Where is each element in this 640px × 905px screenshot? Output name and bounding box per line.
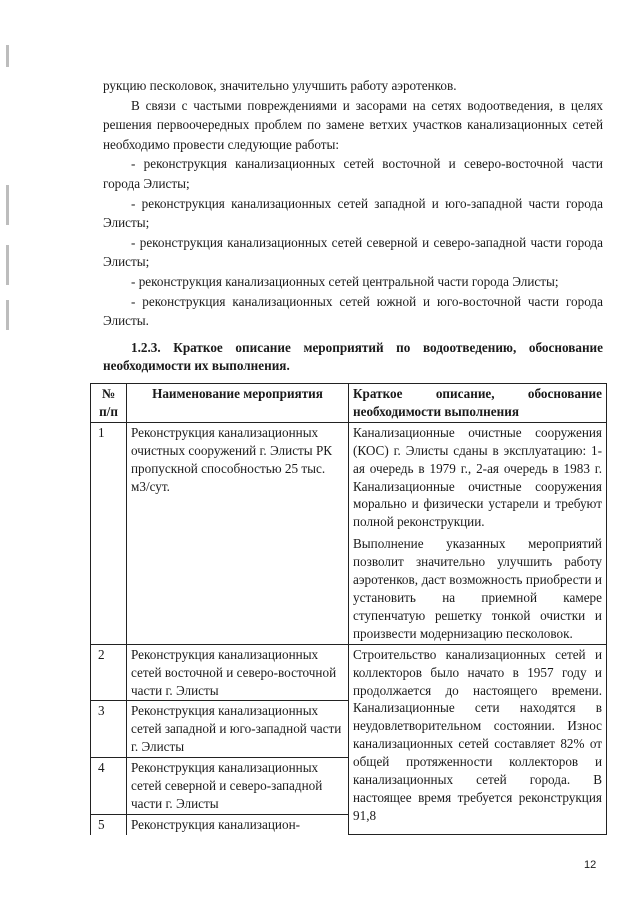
paragraph: В связи с частыми повреждениями и засорами на сетях водоотведения, в целях решения первоочередных проблем по замене ветхих участков канализационных сетей необходимо провести следующие работы: [103, 97, 603, 152]
measure-name: Реконструкция канализационных сетей восточной и северо-восточной части г. Элисты [127, 644, 349, 701]
measures-table [90, 383, 607, 835]
section-heading: 1.2.3. Краткое описание мероприятий по водоотведению, обоснование необходимости их выполнения. [103, 340, 603, 373]
list-item: - реконструкция канализационных сетей западной и юго-западной части города Элисты; [103, 195, 603, 231]
measure-name: Реконструкция канализационных сетей западной и юго-западной части г. Элисты [127, 701, 349, 758]
header-description: Краткое описание, обоснование необходимости выполнения [349, 384, 607, 423]
description-paragraph: Выполнение указанных мероприятий позволит значительно улучшить работу аэротенков, даст возможность приобрести и установить на приемной камере ступенчатую решетку тонкой очистки и произвести модернизацию песколовок. [353, 536, 602, 641]
binding-mark [6, 245, 9, 285]
row-number: 1 [91, 422, 127, 644]
table-row [91, 422, 607, 644]
binding-mark [6, 300, 9, 330]
intro-text [103, 76, 603, 331]
list-item: - реконструкция канализационных сетей южной и юго-восточной части города Элисты. [103, 293, 603, 329]
list-item: - реконструкция канализационных сетей центральной части города Элисты; [131, 273, 559, 289]
list-item: - реконструкция канализационных сетей северной и северо-западной части города Элисты; [103, 234, 603, 270]
header-name: Наименование мероприятия [127, 384, 349, 423]
row-number: 3 [91, 701, 127, 758]
header-num: № п/п [91, 384, 127, 423]
table-row [91, 644, 607, 701]
measure-name: Реконструкция канализационных сетей северной и северо-западной части г. Элисты [127, 758, 349, 815]
description-paragraph: Канализационные очистные сооружения (КОС) г. Элисты сданы в эксплуатацию: 1-ая очередь в 1979 г., 2-ая очередь в 1983 г. Канализационные очистные сооружения морально и физически устарели и требуют полной реконструкции. [353, 424, 602, 530]
binding-mark [6, 185, 9, 225]
shared-description: Строительство канализационных сетей и коллекторов было начато в 1957 году и продолжается до настоящего времени. Канализационные сети находятся в неудовлетворительном состоянии. Износ канализационных сетей составляет 82% от общей протяженности коллекторов и канализационных сетей города. В настоящее время требуется реконструкция 91,8 [349, 644, 607, 835]
binding-mark [6, 45, 9, 67]
paragraph: рукцию песколовок, значительно улучшить работу аэротенков. [103, 78, 457, 93]
table-header-row [91, 384, 607, 423]
list-item: - реконструкция канализационных сетей восточной и северо-восточной части города Элисты; [103, 156, 603, 191]
measure-name: Реконструкция канализацион- [127, 814, 349, 834]
measure-name: Реконструкция канализационных очистных сооружений г. Элисты РК пропускной способностью 25 тыс. м3/сут. [127, 422, 349, 644]
row-number: 5 [91, 814, 127, 834]
page-number: 12 [584, 859, 597, 871]
row-number: 4 [91, 758, 127, 815]
row-number: 2 [91, 644, 127, 701]
measure-description [349, 422, 607, 644]
